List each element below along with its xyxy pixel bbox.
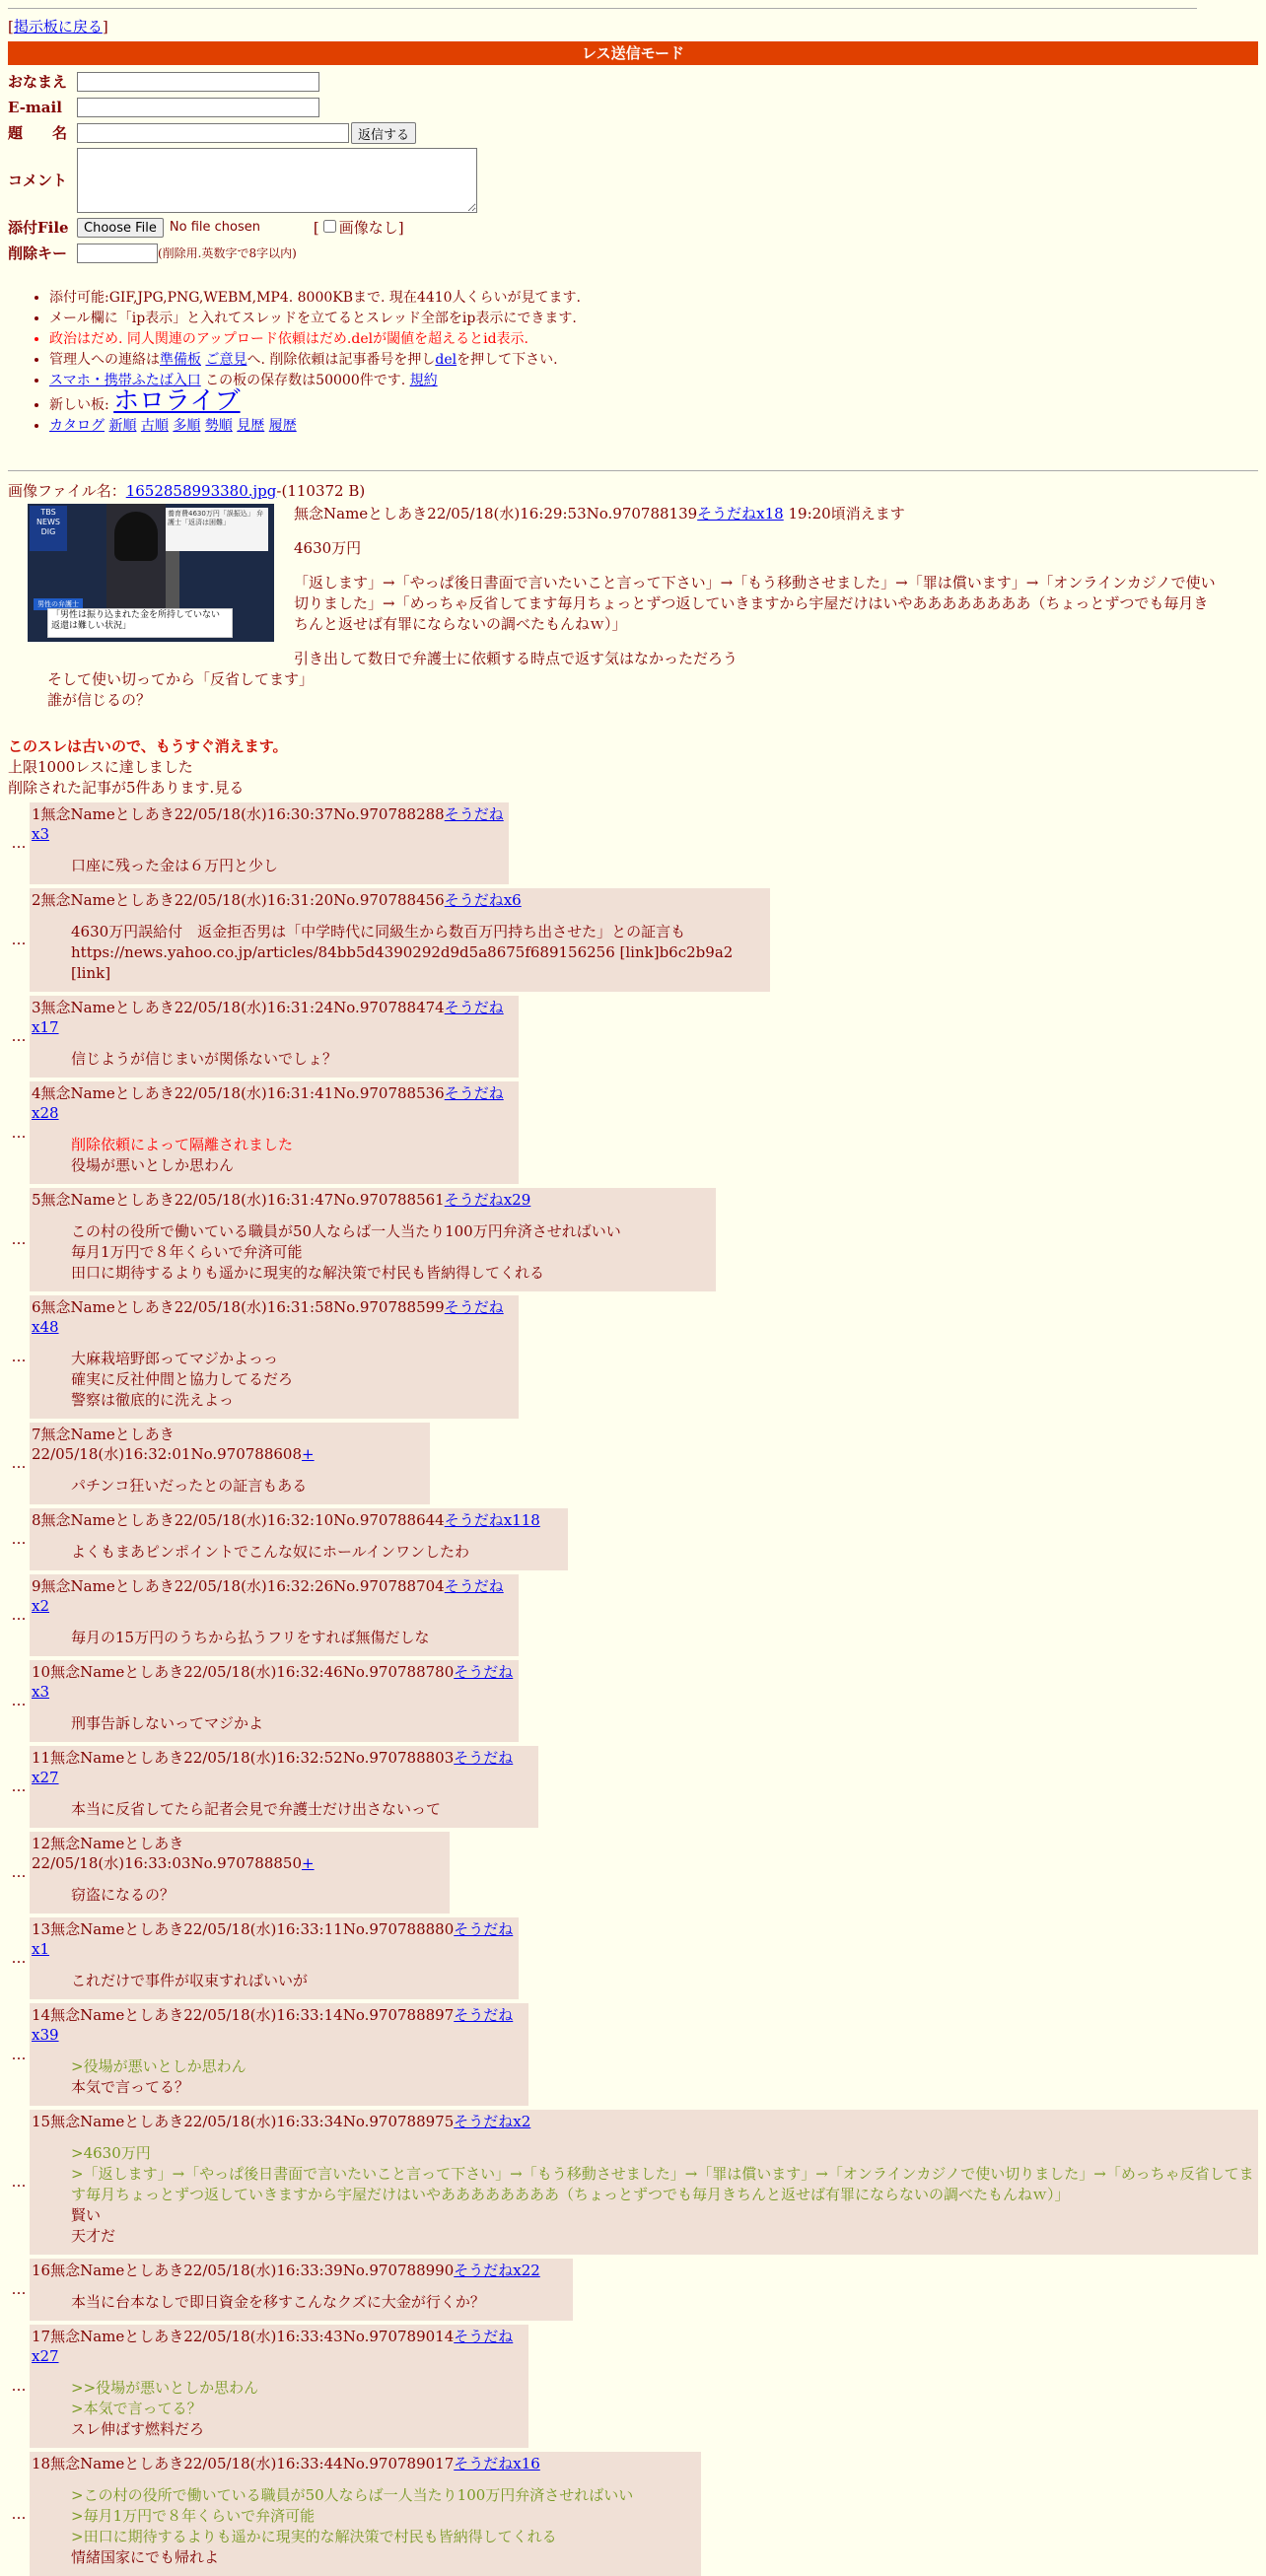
reply-post bbox=[30, 1508, 568, 1570]
name-label: おなまえ bbox=[8, 72, 68, 91]
comment-textarea[interactable] bbox=[77, 148, 477, 213]
reply-row bbox=[8, 996, 1258, 1078]
reply-dots: … bbox=[11, 1606, 27, 1624]
op-header-text: 無念Nameとしあき22/05/18(水)16:29:53No.970788139 bbox=[294, 505, 698, 522]
reply-post bbox=[30, 996, 519, 1078]
reply-text: 本当に反省してたら記者会見で弁護士だけ出さないって bbox=[71, 1800, 442, 1818]
reply-text: 窃盗になるの？ bbox=[71, 1886, 176, 1904]
reply-header-text: 5無念Nameとしあき22/05/18(水)16:31:47No.970788561 bbox=[32, 1191, 445, 1209]
notice-contact-text2: へ. 削除依頼は記事番号を押し bbox=[246, 352, 436, 368]
reply-post bbox=[30, 1423, 430, 1504]
sodane-link[interactable]: そうだねx48 bbox=[32, 1298, 504, 1336]
reply-header bbox=[32, 998, 515, 1037]
reply-body bbox=[71, 1628, 515, 1648]
reply-text: 刑事告訴しないってマジかよ bbox=[71, 1714, 264, 1732]
notice-contact-end: を押して下さい. bbox=[457, 352, 558, 368]
reply-header bbox=[32, 2327, 525, 2366]
reply-text: 4630万円誤給付 返金拒否男は「中学時代に同級生から数百万円持ち出させた」との証言も bbox=[71, 923, 686, 940]
reply-body bbox=[71, 2378, 525, 2440]
reply-header-text: 1無念Nameとしあき22/05/18(水)16:30:37No.970788288 bbox=[32, 805, 445, 823]
sodane-link[interactable]: そうだねx3 bbox=[32, 1663, 514, 1701]
reply-header bbox=[32, 2454, 697, 2473]
reply-header-text: 18無念Nameとしあき22/05/18(水)16:33:44No.970789017 bbox=[32, 2455, 455, 2472]
no-image-wrap: [ 画像なし] bbox=[313, 219, 404, 237]
quote-line: >「返します」→「やっぱ後日書面で言いたいこと言って下さい」→「もう移動させました」→「罪は償います」→「オンラインカジノで使い切りました」→「めっちゃ反省してます毎月ちょっとずつ返していきますから宇屋だけはいやああああああああ（ちょっとずつでも毎月きちんと返せば有罪にならないの調べたもんねｗ）」 bbox=[71, 2165, 1254, 2203]
quote-line: >毎月1万円で８年くらいで弁済可能 bbox=[71, 2507, 316, 2525]
reply-text: 確実に反社仲間と協力してるだろ bbox=[71, 1370, 294, 1388]
reply-text: 本気で言ってる？ bbox=[71, 2078, 190, 2096]
delkey-row bbox=[8, 241, 1258, 266]
reply-row bbox=[8, 1574, 1258, 1656]
reply-row bbox=[8, 1188, 1258, 1291]
file-info-label: 画像ファイル名： bbox=[8, 482, 126, 500]
reply-dots: … bbox=[11, 1692, 27, 1709]
reply-post bbox=[30, 1832, 450, 1914]
reply-body bbox=[71, 1221, 712, 1284]
reply-text: 田口に期待するよりも遥かに現実的な解決策で村民も皆納得してくれる bbox=[71, 1264, 545, 1282]
op-text-5: 誰が信じるの？ bbox=[47, 691, 152, 709]
delkey-note: (削除用.英数字で8字以内) bbox=[158, 245, 297, 260]
reply-row bbox=[8, 1746, 1258, 1828]
sodane-link[interactable]: そうだねx39 bbox=[32, 2006, 514, 2044]
reply-post bbox=[30, 1746, 538, 1828]
reply-dots: … bbox=[11, 1949, 27, 1967]
reply-header-text: 17無念Nameとしあき22/05/18(水)16:33:43No.970789014 bbox=[32, 2328, 455, 2345]
post-form bbox=[8, 69, 1258, 266]
email-row bbox=[8, 95, 1258, 120]
del-link[interactable]: del bbox=[435, 352, 457, 368]
reply-dots: … bbox=[11, 834, 27, 852]
reply-body bbox=[71, 1135, 515, 1176]
reply-header bbox=[32, 1510, 564, 1530]
reply-row bbox=[8, 2325, 1258, 2448]
subject-input[interactable] bbox=[77, 123, 349, 143]
submit-button[interactable]: 返信する bbox=[351, 122, 416, 144]
subject-row bbox=[8, 120, 1258, 146]
email-label: E-mail bbox=[8, 98, 62, 116]
reply-text: 本当に台本なしで即日資金を移すこんなクズに大金が行くか？ bbox=[71, 2293, 485, 2311]
reply-row bbox=[8, 1081, 1258, 1184]
reply-body bbox=[71, 1885, 446, 1906]
nav-catalog-link[interactable]: カタログ bbox=[49, 418, 105, 434]
no-image-checkbox[interactable] bbox=[323, 220, 336, 233]
quote-line: >田口に期待するよりも遥かに現実的な解決策で村民も皆納得してくれる bbox=[71, 2528, 557, 2545]
sodane-link[interactable]: そうだねx6 bbox=[444, 891, 522, 909]
reply-text: 賢い bbox=[71, 2206, 102, 2224]
reply-post bbox=[30, 2110, 1258, 2255]
reply-text: 毎月1万円で８年くらいで弁済可能 bbox=[71, 1243, 303, 1261]
sodane-link[interactable]: そうだねx2 bbox=[454, 2113, 531, 2130]
reply-post bbox=[30, 1660, 519, 1742]
sodane-link[interactable]: そうだねx17 bbox=[32, 999, 504, 1036]
no-image-label: 画像なし bbox=[338, 219, 398, 237]
reply-text: これだけで事件が収束すればいいが bbox=[71, 1972, 309, 1989]
notice-save-count: この板の保存数は50000件です. bbox=[200, 373, 410, 388]
reply-dots: … bbox=[11, 2045, 27, 2063]
sodane-link[interactable]: そうだねx2 bbox=[32, 1577, 504, 1615]
reply-row bbox=[8, 2452, 1258, 2576]
sodane-link[interactable]: そうだねx27 bbox=[32, 1749, 514, 1786]
reply-post bbox=[30, 802, 509, 884]
reply-header-text: 16無念Nameとしあき22/05/18(水)16:33:39No.970788990 bbox=[32, 2262, 455, 2279]
choose-file-button[interactable]: Choose File bbox=[77, 218, 164, 238]
op-text-3: 引き出して数日で弁護士に依頼する時点で返す気はなかっただろう bbox=[294, 650, 738, 667]
notice-politics: • 政治はだめ. 同人関連のアップロード依頼はだめ.delが閾値を超えるとid表示. bbox=[49, 329, 1258, 350]
reply-post bbox=[30, 2003, 528, 2106]
mid-divider bbox=[8, 470, 1258, 471]
op-file-info bbox=[8, 481, 1258, 502]
reply-post bbox=[30, 1295, 519, 1419]
reply-text: 大麻栽培野郎ってマジかよっっ bbox=[71, 1350, 279, 1367]
new-board-link[interactable]: ホロライブ bbox=[113, 386, 241, 416]
old-thread-warning: このスレは古いので、もうすぐ消えます。 bbox=[8, 737, 288, 755]
top-divider bbox=[8, 8, 1197, 9]
comment-label: コメント bbox=[8, 171, 68, 189]
reply-text: 役場が悪いとしか思わん bbox=[71, 1156, 235, 1174]
reply-dots: … bbox=[11, 1027, 27, 1045]
reply-row bbox=[8, 2259, 1258, 2321]
sodane-link[interactable]: そうだねx27 bbox=[32, 2328, 514, 2365]
reply-header-text: 8無念Nameとしあき22/05/18(水)16:32:10No.970788644 bbox=[32, 1511, 445, 1529]
back-link-wrap: [掲示板に戻る] bbox=[8, 18, 108, 35]
reply-text: 天才だ bbox=[71, 2227, 116, 2245]
reply-post bbox=[30, 1574, 519, 1656]
reply-body bbox=[71, 1971, 515, 1991]
reply-dots: … bbox=[11, 1348, 27, 1365]
reply-dots: … bbox=[11, 2504, 27, 2523]
nav-many-link[interactable]: 多順 bbox=[173, 418, 201, 434]
nav-viewed-link[interactable]: 見歴 bbox=[237, 418, 265, 434]
sodane-link[interactable]: そうだねx22 bbox=[454, 2262, 540, 2279]
op-file-size: -(110372 B) bbox=[276, 482, 366, 500]
reply-text: この村の役所で働いている職員が50人ならば一人当たり100万円弁済させればいい bbox=[71, 1222, 621, 1240]
reply-body bbox=[71, 2485, 697, 2568]
reply-mode-bar: レス送信モード bbox=[8, 41, 1258, 65]
reply-dots: … bbox=[11, 2377, 27, 2395]
reply-text: パチンコ狂いだったとの証言もある bbox=[71, 1477, 308, 1495]
reply-post bbox=[30, 888, 770, 992]
reply-header-text: 15無念Nameとしあき22/05/18(水)16:33:34No.970788975 bbox=[32, 2113, 455, 2130]
reply-header bbox=[32, 1576, 515, 1616]
email-input[interactable] bbox=[77, 98, 319, 117]
reply-row bbox=[8, 888, 1258, 992]
nav-old-link[interactable]: 古順 bbox=[140, 418, 169, 434]
op-sodane-link[interactable]: そうだねx18 bbox=[697, 505, 784, 522]
reply-header bbox=[32, 1919, 515, 1959]
notice-contact-text: 管理人への連絡は bbox=[49, 352, 160, 368]
reply-body bbox=[71, 1349, 515, 1411]
reply-header bbox=[32, 1834, 446, 1873]
reply-text: 口座に残った金は６万円と少し bbox=[71, 857, 279, 874]
reply-header-text: 14無念Nameとしあき22/05/18(水)16:33:14No.970788897 bbox=[32, 2006, 455, 2024]
reply-header-text: 7無念Nameとしあき22/05/18(水)16:32:01No.970788608 bbox=[32, 1426, 302, 1463]
reply-header bbox=[32, 1425, 426, 1464]
new-board-item bbox=[49, 386, 1258, 416]
reply-post bbox=[30, 1188, 716, 1291]
op-file-link[interactable]: 1652858993380.jpg bbox=[125, 482, 277, 500]
limit-notice: 上限1000レスに達しました bbox=[8, 758, 193, 776]
reply-header-text: 11無念Nameとしあき22/05/18(水)16:32:52No.970788803 bbox=[32, 1749, 455, 1767]
feedback-link[interactable]: ご意見 bbox=[205, 352, 247, 368]
notice-contact bbox=[49, 350, 1258, 371]
reply-body bbox=[71, 2292, 569, 2313]
reply-body bbox=[71, 1542, 564, 1563]
reply-row bbox=[8, 1660, 1258, 1742]
quote-line: >この村の役所で働いている職員が50人ならば一人当たり100万円弁済させればいい bbox=[71, 2486, 634, 2504]
reply-post bbox=[30, 2259, 573, 2321]
reply-header bbox=[32, 890, 766, 910]
op-tail bbox=[47, 669, 1258, 711]
name-row bbox=[8, 69, 1258, 95]
op-body bbox=[294, 538, 1258, 669]
thumb-caption: 「男性は振り込まれた金を所持していない 返還は難しい状況」 bbox=[47, 608, 233, 638]
name-input[interactable] bbox=[77, 72, 319, 92]
reply-row bbox=[8, 1917, 1258, 1999]
op-header bbox=[294, 504, 1258, 524]
reply-row bbox=[8, 2003, 1258, 2106]
op-text-2: 「返します」→「やっぱ後日書面で言いたいこと言って下さい」→「もう移動させました」→「罪は償います」→「オンラインカジノで使い切りました」→「めっちゃ反省してます毎月ちょっとずつ返していきますから宇屋だけはいやああああああああ（ちょっとずつでも毎月きちんと返せば有罪にならないの調べたもんねｗ）」 bbox=[294, 574, 1216, 633]
reply-row bbox=[8, 2110, 1258, 2255]
delkey-input[interactable] bbox=[77, 244, 158, 263]
deleted-notice[interactable]: 削除された記事が5件あります.見る bbox=[8, 779, 245, 797]
nav-momentum-link[interactable]: 勢順 bbox=[204, 418, 233, 434]
reply-header-text: 12無念Nameとしあき22/05/18(水)16:33:03No.970788850 bbox=[32, 1835, 302, 1872]
notice-list bbox=[8, 288, 1258, 437]
op-post bbox=[8, 504, 1258, 711]
reply-dots: … bbox=[11, 1530, 27, 1548]
reply-body bbox=[71, 1799, 534, 1820]
reply-header bbox=[32, 1083, 515, 1123]
thumb-figure-head bbox=[114, 512, 158, 561]
sodane-link[interactable]: + bbox=[302, 1854, 315, 1872]
reply-header-text: 10無念Nameとしあき22/05/18(水)16:32:46No.970788780 bbox=[32, 1663, 455, 1681]
reply-dots: … bbox=[11, 1454, 27, 1472]
reply-body bbox=[71, 1476, 426, 1497]
quote-line: >4630万円 bbox=[71, 2144, 151, 2162]
reply-header bbox=[32, 2005, 525, 2045]
reply-text: 信じようが信じまいが関係ないでしょ？ bbox=[71, 1050, 338, 1068]
sodane-link[interactable]: そうだねx118 bbox=[444, 1511, 540, 1529]
reply-row bbox=[8, 1423, 1258, 1504]
reply-post bbox=[30, 2325, 528, 2448]
file-label: 添付File bbox=[8, 218, 69, 237]
reply-text: よくもまあピンポイントでこんな奴にホールインワンしたわ bbox=[71, 1543, 469, 1561]
mobile-entrance-link[interactable]: スマホ・携帯ふたば入口 bbox=[49, 373, 201, 388]
reply-body bbox=[71, 922, 766, 984]
notice-upload: • 添付可能:GIF,JPG,PNG,WEBM,MP4. 8000KBまで. 現在4410人くらいが見てます. bbox=[49, 288, 1258, 309]
reply-text: 毎月の15万円のうちから払うフリをすれば無傷だしな bbox=[71, 1629, 430, 1646]
reply-header-text: 3無念Nameとしあき22/05/18(水)16:31:24No.970788474 bbox=[32, 999, 445, 1016]
reply-body bbox=[71, 1713, 515, 1734]
reply-post bbox=[30, 1917, 519, 1999]
sodane-link[interactable]: そうだねx1 bbox=[32, 1920, 514, 1958]
sodane-link[interactable]: そうだねx28 bbox=[32, 1084, 504, 1122]
sodane-link[interactable]: そうだねx3 bbox=[32, 805, 504, 843]
reply-row bbox=[8, 1295, 1258, 1419]
reply-body bbox=[71, 2143, 1254, 2247]
deleted-notice-line: 削除依頼によって隔離されました bbox=[71, 1136, 294, 1153]
reply-body bbox=[71, 2056, 525, 2098]
op-expire-text: 19:20頃消えます bbox=[783, 505, 905, 522]
new-board-text: 新しい板: bbox=[49, 397, 114, 413]
reply-header bbox=[32, 1662, 515, 1702]
news-logo: TBS NEWS DIG bbox=[30, 506, 67, 551]
file-row bbox=[8, 215, 1258, 241]
reply-text: スレ伸ばす燃料だろ bbox=[71, 2420, 205, 2438]
subject-label: 題 名 bbox=[8, 123, 68, 142]
reply-row bbox=[8, 802, 1258, 884]
reply-dots: … bbox=[11, 1230, 27, 1248]
no-file-text: No file chosen bbox=[169, 219, 260, 235]
reply-header-text: 4無念Nameとしあき22/05/18(水)16:31:41No.970788536 bbox=[32, 1084, 445, 1102]
sodane-link[interactable]: そうだねx29 bbox=[444, 1191, 531, 1209]
rules-link[interactable]: 規約 bbox=[409, 373, 438, 388]
reply-header bbox=[32, 1190, 712, 1210]
reply-header-text: 13無念Nameとしあき22/05/18(水)16:33:11No.970788880 bbox=[32, 1920, 455, 1938]
delkey-label: 削除キー bbox=[8, 244, 68, 262]
op-thumbnail[interactable] bbox=[28, 504, 274, 642]
notice-ip: • メール欄に「ip表示」と入れてスレッドを立てるとスレッド全部をip表示にできます. bbox=[49, 309, 1258, 329]
reply-text: 警察は徹底的に洗えよっ bbox=[71, 1391, 235, 1409]
reply-body bbox=[71, 1049, 515, 1070]
reply-dots: … bbox=[11, 2280, 27, 2298]
reply-dots: … bbox=[11, 1863, 27, 1881]
reply-header bbox=[32, 2112, 1254, 2131]
sodane-link[interactable]: + bbox=[302, 1445, 315, 1463]
op-text-4: そして使い切ってから「反省してます」 bbox=[47, 670, 315, 688]
reply-dots: … bbox=[11, 1123, 27, 1142]
reply-body bbox=[71, 856, 505, 876]
reply-dots: … bbox=[11, 2173, 27, 2191]
nav-history-link[interactable]: 履歴 bbox=[268, 418, 297, 434]
reply-post bbox=[30, 2452, 701, 2576]
thumb-tag: 男性の弁護士 bbox=[34, 598, 83, 610]
reply-header-text: 6無念Nameとしあき22/05/18(水)16:31:58No.970788599 bbox=[32, 1298, 445, 1316]
nav-new-link[interactable]: 新順 bbox=[108, 418, 137, 434]
reply-post bbox=[30, 1081, 519, 1184]
reply-dots: … bbox=[11, 931, 27, 948]
reply-header bbox=[32, 1297, 515, 1337]
reply-header bbox=[32, 1748, 534, 1787]
comment-row bbox=[8, 146, 1258, 215]
reply-header-text: 2無念Nameとしあき22/05/18(水)16:31:20No.970788456 bbox=[32, 891, 445, 909]
back-to-board-link[interactable]: 掲示板に戻る bbox=[13, 18, 103, 35]
reply-row bbox=[8, 1832, 1258, 1914]
reply-header bbox=[32, 804, 505, 844]
quote-line: >本気で言ってる？ bbox=[71, 2400, 202, 2417]
op-text-1: 4630万円 bbox=[294, 539, 362, 557]
nav-links bbox=[49, 416, 1258, 437]
reply-list bbox=[8, 802, 1258, 2576]
reply-header bbox=[32, 2261, 569, 2280]
prep-board-link[interactable]: 準備板 bbox=[160, 352, 201, 368]
sodane-link[interactable]: そうだねx16 bbox=[454, 2455, 540, 2472]
quote-line: >役場が悪いとしか思わん bbox=[71, 2057, 246, 2075]
quote-line: >>役場が悪いとしか思わん bbox=[71, 2379, 259, 2397]
reply-text: https://news.yahoo.co.jp/articles/84bb5d4390292d9d5a8675f689156256 [link]b6c2b9a2 [link] bbox=[71, 943, 734, 982]
reply-header-text: 9無念Nameとしあき22/05/18(水)16:32:26No.970788704 bbox=[32, 1577, 445, 1595]
reply-text: 情緒国家にでも帰れよ bbox=[71, 2548, 220, 2566]
reply-row bbox=[8, 1508, 1258, 1570]
thumb-headline: 養育費4630万円「誤振込」 弁護士「返済は困難」 bbox=[166, 508, 268, 551]
reply-dots: … bbox=[11, 1777, 27, 1795]
